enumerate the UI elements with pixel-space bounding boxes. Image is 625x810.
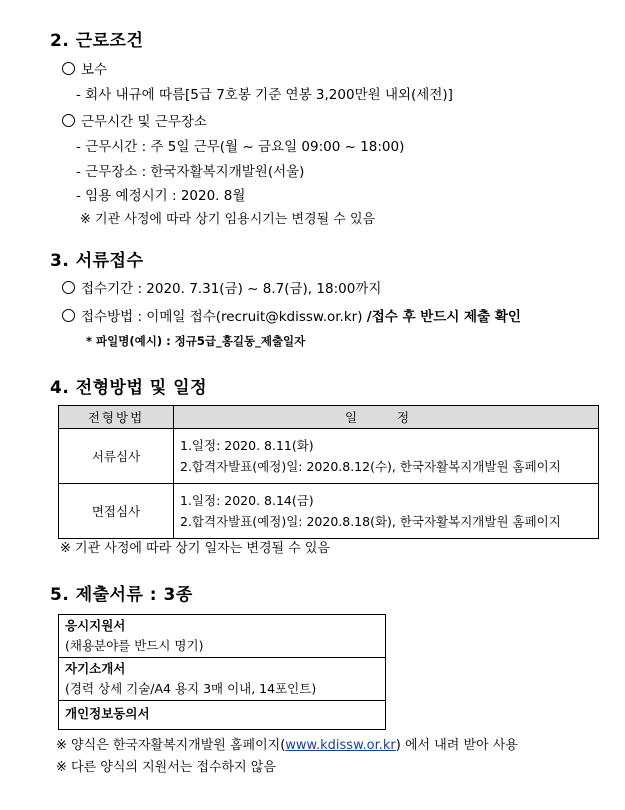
table-row (59, 484, 599, 539)
circle-bullet-icon (62, 62, 75, 75)
work-hours: - 근무시간 : 주 5일 근무(월 ~ 금요일 09:00 ~ 18:00) (76, 139, 405, 155)
filename-example: * 파일명(예시) : 정규5급_홍길동_제출일자 (86, 334, 306, 348)
homepage-link[interactable]: www.kdissw.or.kr (285, 738, 396, 753)
table-header-row (59, 406, 599, 429)
receipt-period (62, 277, 381, 297)
section-5-note-2: ※ 다른 양식의 지원서는 접수하지 않음 (56, 760, 276, 775)
stage-name: 서류심사 (59, 429, 174, 484)
stage-name: 면접심사 (59, 484, 174, 539)
work-place: - 근무장소 : 한국자활복지개발원(서울) (76, 164, 305, 180)
circle-bullet-icon (62, 114, 75, 127)
table-row (59, 429, 599, 484)
documents-table (58, 614, 386, 730)
document-title: 자기소개서 (65, 661, 126, 676)
document-note: (채용분야를 반드시 명기) (65, 638, 204, 653)
receipt-method-label: 접수방법 : 이메일 접수(recruit@kdissw.or.kr) (81, 309, 367, 325)
schedule-table (58, 405, 599, 539)
section-2-note: ※ 기관 사정에 따라 상기 임용시기는 변경될 수 있음 (80, 212, 376, 227)
section-2-title: 2. 근로조건 (50, 31, 144, 51)
document-note: (경력 상세 기술/A4 용지 3매 이내, 14포인트) (65, 681, 317, 696)
document-cell (59, 658, 386, 701)
pay-heading-label: 보수 (81, 62, 108, 78)
section-5-note-1 (56, 734, 518, 753)
section-5-title: 5. 제출서류 : 3종 (50, 585, 193, 605)
list-item (59, 615, 386, 658)
pay-detail: - 회사 내규에 따름[5급 7호봉 기준 연봉 3,200만원 내외(세전)] (76, 87, 453, 103)
receipt-method (62, 305, 521, 325)
start-date: - 임용 예정시기 : 2020. 8월 (76, 188, 246, 204)
circle-bullet-icon (62, 281, 75, 294)
stage-announce: 2.합격자발표(예정)일: 2020.8.18(화), 한국자활복지개발원 홈페이지 (180, 514, 561, 529)
stage-date: 1.일정: 2020. 8.14(금) (180, 493, 314, 508)
document-title: 개인정보동의서 (65, 706, 150, 721)
circle-bullet-icon (62, 309, 75, 322)
work-heading (62, 110, 207, 130)
column-header-schedule: 일 정 (174, 406, 599, 429)
stage-detail (174, 429, 599, 484)
receipt-period-label: 접수기간 : 2020. 7.31(금) ~ 8.7(금), 18:00까지 (81, 281, 382, 297)
receipt-method-emphasis: /접수 후 반드시 제출 확인 (366, 309, 521, 325)
pay-heading (62, 58, 107, 78)
note-prefix: ※ 양식은 한국자활복지개발원 홈페이지( (56, 738, 286, 753)
document-title: 응시지원서 (65, 618, 126, 633)
stage-date: 1.일정: 2020. 8.11(화) (180, 438, 314, 453)
column-header-method: 전형방법 (59, 406, 174, 429)
work-heading-label: 근무시간 및 근무장소 (81, 114, 207, 130)
document-cell (59, 701, 386, 730)
list-item (59, 658, 386, 701)
section-4-title: 4. 전형방법 및 일정 (50, 378, 207, 398)
section-3-title: 3. 서류접수 (50, 251, 144, 271)
note-suffix: ) 에서 내려 받아 사용 (395, 738, 518, 753)
section-4-note: ※ 기관 사정에 따라 상기 일자는 변경될 수 있음 (60, 541, 330, 556)
document-cell (59, 615, 386, 658)
stage-detail (174, 484, 599, 539)
stage-announce: 2.합격자발표(예정)일: 2020.8.12(수), 한국자활복지개발원 홈페이지 (180, 459, 561, 474)
list-item (59, 701, 386, 730)
